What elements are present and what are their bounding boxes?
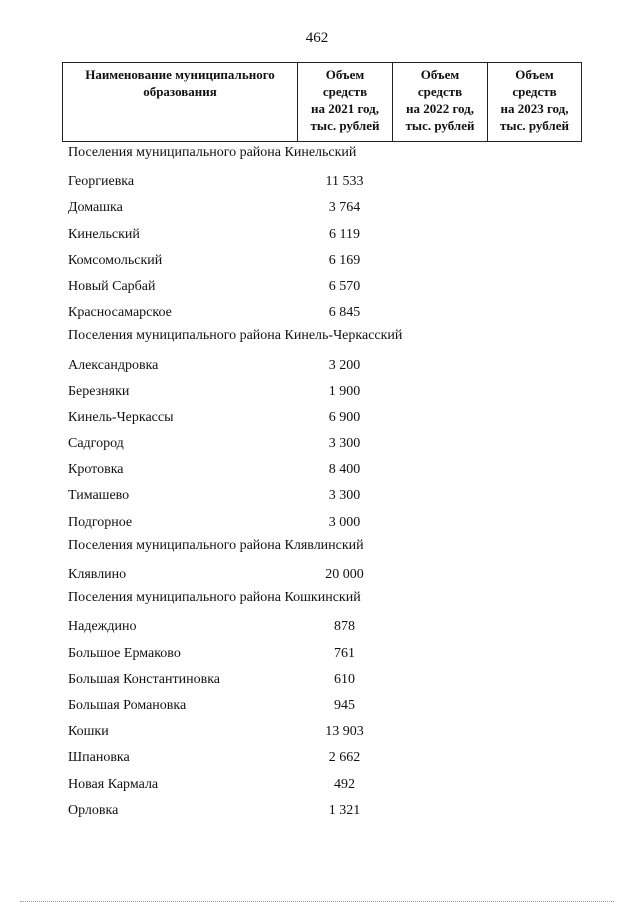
table-row xyxy=(0,482,634,508)
table-group-row xyxy=(0,587,634,613)
municipality-name: Кротовка xyxy=(68,462,124,478)
header-amount-2022: Объем средств на 2022 год, тыс. рублей xyxy=(393,63,488,141)
municipality-name: Надеждино xyxy=(68,619,137,635)
table-row xyxy=(0,247,634,273)
amount-2021-cell: 3 300 xyxy=(328,436,361,452)
amount-2021-cell: 2 662 xyxy=(328,750,361,766)
table-row xyxy=(0,692,634,718)
district-group-label: Поселения муниципального района Клявлинский xyxy=(68,537,364,553)
table-row xyxy=(0,378,634,404)
municipality-name: Орловка xyxy=(68,802,119,818)
table-row xyxy=(0,744,634,770)
amount-2021-cell: 20 000 xyxy=(325,567,364,582)
municipality-name: Подгорное xyxy=(68,514,133,530)
amount-2021-cell: 13 903 xyxy=(325,724,364,740)
table-row xyxy=(0,168,634,194)
table-group-row xyxy=(0,535,634,561)
table-body xyxy=(0,142,634,823)
municipality-name: Новый Сарбай xyxy=(68,278,156,294)
municipality-name: Тимашево xyxy=(68,488,130,504)
amount-2021-cell: 3 300 xyxy=(328,488,361,504)
table-row xyxy=(0,194,634,220)
page-number: 462 xyxy=(305,30,329,46)
amount-2021-cell: 6 169 xyxy=(328,252,361,268)
amount-2021-cell: 11 533 xyxy=(325,174,364,190)
amount-2021-cell: 945 xyxy=(334,697,355,713)
amount-2021-cell: 3 764 xyxy=(328,200,361,216)
municipality-name: Кинельский xyxy=(68,226,140,242)
municipality-name: Александровка xyxy=(68,357,159,373)
amount-2021-cell: 6 570 xyxy=(328,278,361,294)
amount-2021-cell: 6 845 xyxy=(328,305,361,321)
amount-2021-cell: 3 000 xyxy=(328,514,361,530)
table-row xyxy=(0,221,634,247)
municipality-name: Кинель-Черкассы xyxy=(68,409,174,425)
amount-2021-cell: 8 400 xyxy=(328,462,361,478)
amount-2021-cell: 6 900 xyxy=(328,409,361,425)
municipality-name: Садгород xyxy=(68,436,124,452)
amount-2021-cell: 610 xyxy=(334,671,355,687)
district-group-label: Поселения муниципального района Кинельский xyxy=(68,145,357,160)
table-row xyxy=(0,640,634,666)
amount-2021-cell: 1 321 xyxy=(328,802,361,818)
municipality-name: Березняки xyxy=(68,383,130,399)
header-municipality-name: Наименование муниципального образования xyxy=(63,63,298,141)
municipality-name: Новая Кармала xyxy=(68,776,159,792)
amount-2021-cell: 761 xyxy=(334,645,355,661)
table-row xyxy=(0,404,634,430)
table-row xyxy=(0,430,634,456)
table-row xyxy=(0,561,634,587)
amount-2021-cell: 3 200 xyxy=(328,357,361,373)
amount-2021-cell: 878 xyxy=(334,619,355,635)
municipality-name: Георгиевка xyxy=(68,174,135,190)
municipality-name: Большая Романовка xyxy=(68,697,187,713)
scan-edge-divider xyxy=(20,901,614,902)
table-row xyxy=(0,613,634,639)
table-row xyxy=(0,456,634,482)
municipality-name: Кошки xyxy=(68,724,109,740)
header-amount-2023: Объем средств на 2023 год, тыс. рублей xyxy=(500,67,569,133)
municipality-name: Клявлино xyxy=(68,567,127,582)
municipality-name: Большая Константиновка xyxy=(68,671,221,687)
municipality-name: Шпановка xyxy=(68,750,130,766)
table-row xyxy=(0,718,634,744)
table-row xyxy=(0,509,634,535)
table-row xyxy=(0,273,634,299)
table-group-row xyxy=(0,142,634,168)
table-group-row xyxy=(0,325,634,351)
table-row xyxy=(0,299,634,325)
table-row xyxy=(0,666,634,692)
district-group-label: Поселения муниципального района Кошкинский xyxy=(68,590,361,606)
district-group-label: Поселения муниципального района Кинель-Черкасский xyxy=(68,328,403,344)
municipality-name: Комсомольский xyxy=(68,252,163,268)
table-row xyxy=(0,771,634,797)
amount-2021-cell: 1 900 xyxy=(328,383,361,399)
amount-2021-cell: 492 xyxy=(334,776,355,792)
table-row xyxy=(0,352,634,378)
municipality-name: Красносамарское xyxy=(68,305,172,321)
header-amount-2021: Объем средств на 2021 год, тыс. рублей xyxy=(298,63,393,141)
municipality-name: Большое Ермаково xyxy=(68,645,181,661)
table-row xyxy=(0,797,634,823)
municipality-name: Домашка xyxy=(68,200,123,216)
table-header xyxy=(62,62,582,142)
amount-2021-cell: 6 119 xyxy=(329,226,360,242)
